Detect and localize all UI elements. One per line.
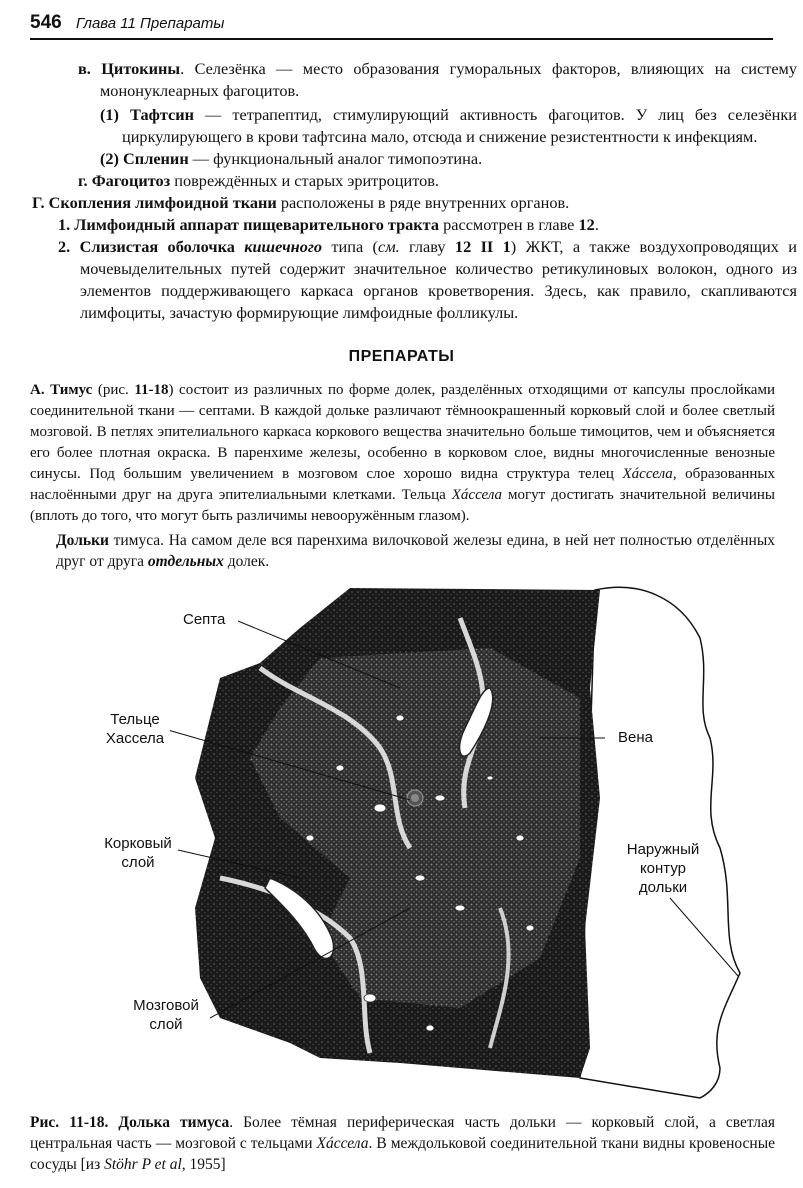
figure-caption: Рис. 11-18. Долька тимуса. Более тёмная периферическая часть дольки — корковый слой, а светлая центральная часть — мозговой с тельцами Хáссела. В междольковой соединительной ткани видны кровеносные сосуды [из Stöhr P et al, 1955] xyxy=(30,1114,775,1173)
thymus-figure xyxy=(20,578,780,1108)
label-vein: Вена xyxy=(618,729,653,746)
page-number: 546 xyxy=(30,12,62,33)
lobules-paragraph: Дольки тимуса. На самом деле вся паренхима вилочковой железы едина, в ней нет полностью отделённых друг от друга отдельных долек. xyxy=(56,532,775,570)
section-g: Г. Скопления лимфоидной ткани расположены в ряде внутренних органов. xyxy=(32,193,570,212)
section-g-item-1: 1. Лимфоидный аппарат пищеварительного тракта рассмотрен в главе 12. xyxy=(58,215,599,234)
thymus-paragraph: А. Тимус (рис. 11-18) состоит из различных по форме долек, разделённых отходящими от капсулы прослойками соединительной ткани — септами. В каждой дольке различают тёмноокрашенный корковый слой и более светлый мозговой. В петлях эпителиального каркаса коркового вещества значительно больше тимоцитов, чем и объясняется его более плотная окраска. В паренхиме железы, особенно в корковом слое, видны многочисленные венозные синусы. Под большим увеличением в мозговом слое хорошо видна структура телец Хáссела, образованных наслоёнными друг на друга эпителиальными клетками. Тельца Хáссела могут достигать значительной величины (вплоть до того, что могут быть различимы невооружённым глазом). xyxy=(30,382,776,524)
item-g: г. Фагоцитоз повреждённых и старых эритроцитов. xyxy=(78,171,440,190)
label-hassall-body: Тельце Хассела xyxy=(100,710,170,748)
hassall-body xyxy=(407,790,423,806)
section-g-item-2: 2. Слизистая оболочка кишечного типа (см. главу 12 II 1) ЖКТ, а также воздухопроводящих и мочевыделительных путей содержит значительное количество ретикулиновых волокон, одного из элементов поддерживающего каркаса органов кроветворения. Здесь, как правило, скапливаются лимфоциты, зачастую формирующие лимфоидные фолликулы. xyxy=(58,237,797,322)
label-cortex: Корковый слой xyxy=(100,834,176,872)
caption-title: Рис. 11-18. Долька тимуса xyxy=(30,1114,230,1131)
label-outer-contour: Наружный контур дольки xyxy=(618,840,708,897)
sub-item-1: (1) Тафтсин — тетрапептид, стимулирующий активность фагоцитов. У лиц без селезёнки циркулирующего в крови тафтсина мало, отсюда и снижение резистентности к инфекциям. xyxy=(100,105,797,146)
label-septa: Септа xyxy=(183,611,226,628)
sub-item-2: (2) Спленин — функциональный аналог тимопоэтина. xyxy=(100,149,483,168)
label-medulla: Мозговой слой xyxy=(128,996,204,1034)
section-heading: ПРЕПАРАТЫ xyxy=(348,348,455,365)
chapter-title: Глава 11 Препараты xyxy=(76,15,225,32)
page-header xyxy=(30,10,773,40)
item-v: в. Цитокины. Селезёнка — место образования гуморальных факторов, влияющих на систему мононуклеарных фагоцитов. xyxy=(78,59,797,100)
